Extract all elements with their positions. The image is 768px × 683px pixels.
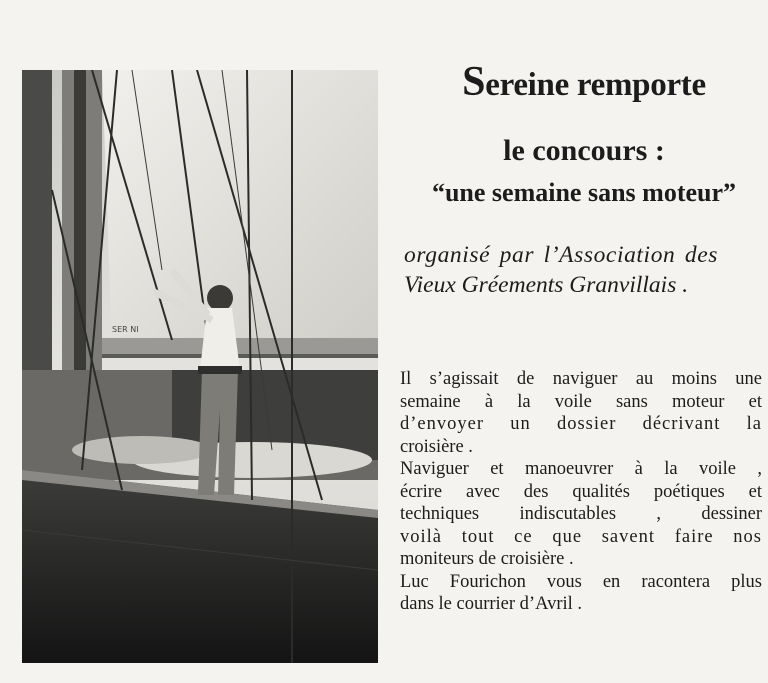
article-subtitle	[404, 240, 766, 300]
body-line: Naviguer et manoeuvrer à la voile ,	[400, 459, 762, 479]
headline-line-3: “une semaine sans moteur”	[431, 178, 737, 207]
body-line: écrire avec des qualités poétiques et	[400, 481, 762, 502]
subtitle-line-2: Vieux Gréements Granvillais .	[404, 272, 689, 298]
headline-line-1	[400, 58, 768, 106]
headline-line-1-rest: ereine remporte	[485, 67, 706, 103]
body-line: Luc Fourichon vous en racontera plus	[400, 571, 762, 592]
body-line: Il s’agissait de naviguer au moins une	[400, 369, 762, 389]
headline-line-2: le concours :	[503, 134, 665, 167]
sailor-hoisting-sail-photo-icon	[22, 70, 378, 663]
body-line: croisière .	[400, 436, 473, 457]
body-line: moniteurs de croisière .	[400, 549, 574, 569]
svg-text:SER NI: SER NI	[112, 325, 139, 334]
body-line: d’envoyer un dossier décrivant la	[400, 414, 762, 434]
body-line: techniques indiscutables , dessiner	[400, 504, 762, 524]
body-line: semaine à la voile sans moteur et	[400, 391, 762, 412]
sailboat-photo	[22, 70, 378, 663]
body-line: voilà tout ce que savent faire nos	[400, 526, 762, 547]
headline-initial: S	[462, 59, 486, 105]
article-body	[400, 368, 762, 616]
body-line: dans le courrier d’Avril .	[400, 594, 583, 614]
subtitle-line-1: organisé par l’Association des	[404, 242, 718, 268]
